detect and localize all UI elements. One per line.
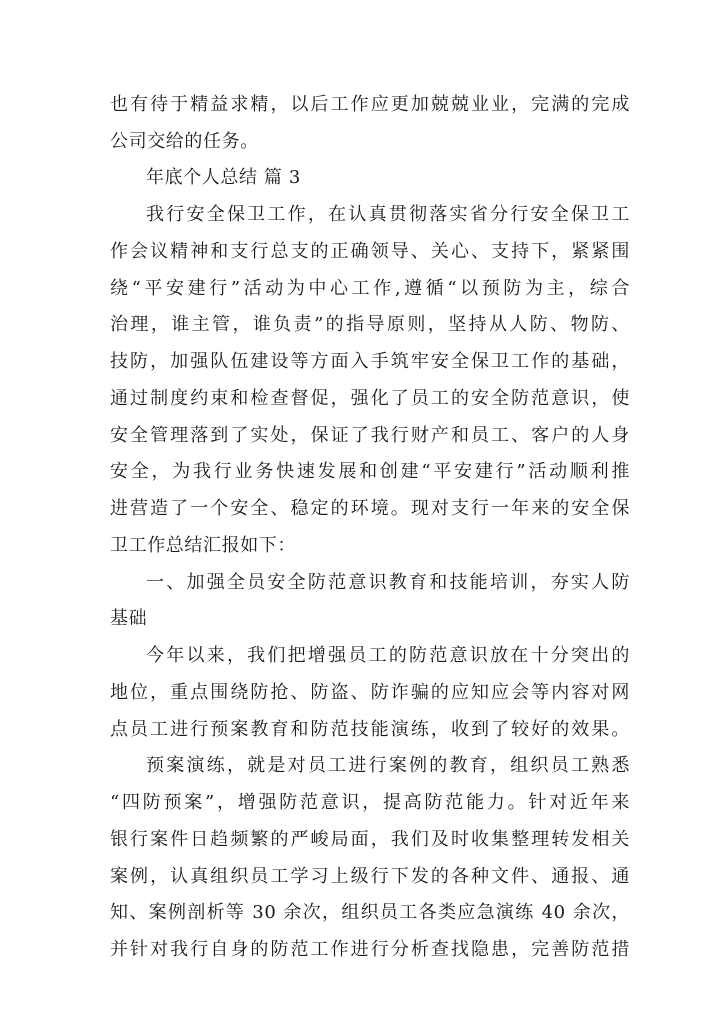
paragraph-line: 今年以来，我们把增强员工的防范意识放在十分突出的 [146,645,630,666]
paragraph-line: 通过制度约束和检查督促，强化了员工的安全防范意识，使 [110,388,630,409]
paragraph-line: 点员工进行预案教育和防范技能演练，收到了较好的效果。 [110,719,630,740]
section-heading: 年底个人总结 篇 3 [146,167,301,188]
paragraph-line: 我行安全保卫工作，在认真贯彻落实省分行安全保卫工 [146,204,630,225]
paragraph-line: 知、案例剖析等 30 余次，组织员工各类应急演练 40 余次， [110,902,630,923]
paragraph-line: 安全，为我行业务快速发展和创建“平安建行”活动顺利推 [110,461,630,482]
paragraph-line: 银行案件日趋频繁的严峻局面，我们及时收集整理转发相关 [110,829,630,850]
paragraph-line: “四防预案”，增强防范意识，提高防范能力。针对近年来 [110,792,630,813]
paragraph-line: 治理，谁主管，谁负责”的指导原则，坚持从人防、物防、 [110,314,630,335]
paragraph-line: 进营造了一个安全、稳定的环境。现对支行一年来的安全保 [110,498,630,519]
paragraph-line: 也有待于精益求精，以后工作应更加兢兢业业，完满的完成 [110,94,630,115]
paragraph-line: 安全管理落到了实处，保证了我行财产和员工、客户的人身 [110,425,630,446]
paragraph-line: 案例，认真组织员工学习上级行下发的各种文件、通报、通 [110,866,630,887]
paragraph-line: 作会议精神和支行总支的正确领导、关心、支持下，紧紧围 [110,241,630,262]
subheading-line: 一、加强全员安全防范意识教育和技能培训，夯实人防 [146,572,630,593]
paragraph-line: 地位，重点围绕防抢、防盗、防诈骗的应知应会等内容对网 [110,682,630,703]
paragraph-line: 公司交给的任务。 [110,131,259,152]
paragraph-line: 技防，加强队伍建设等方面入手筑牢安全保卫工作的基础， [110,351,630,372]
subheading-line: 基础 [110,608,148,629]
paragraph-line: 绕“平安建行”活动为中心工作,遵循“以预防为主，综合 [110,278,630,299]
paragraph-line: 卫工作总结汇报如下： [110,535,296,556]
paragraph-line: 并针对我行自身的防范工作进行分析查找隐患，完善防范措 [110,939,630,960]
paragraph-line: 预案演练，就是对员工进行案例的教育，组织员工熟悉 [146,755,630,776]
